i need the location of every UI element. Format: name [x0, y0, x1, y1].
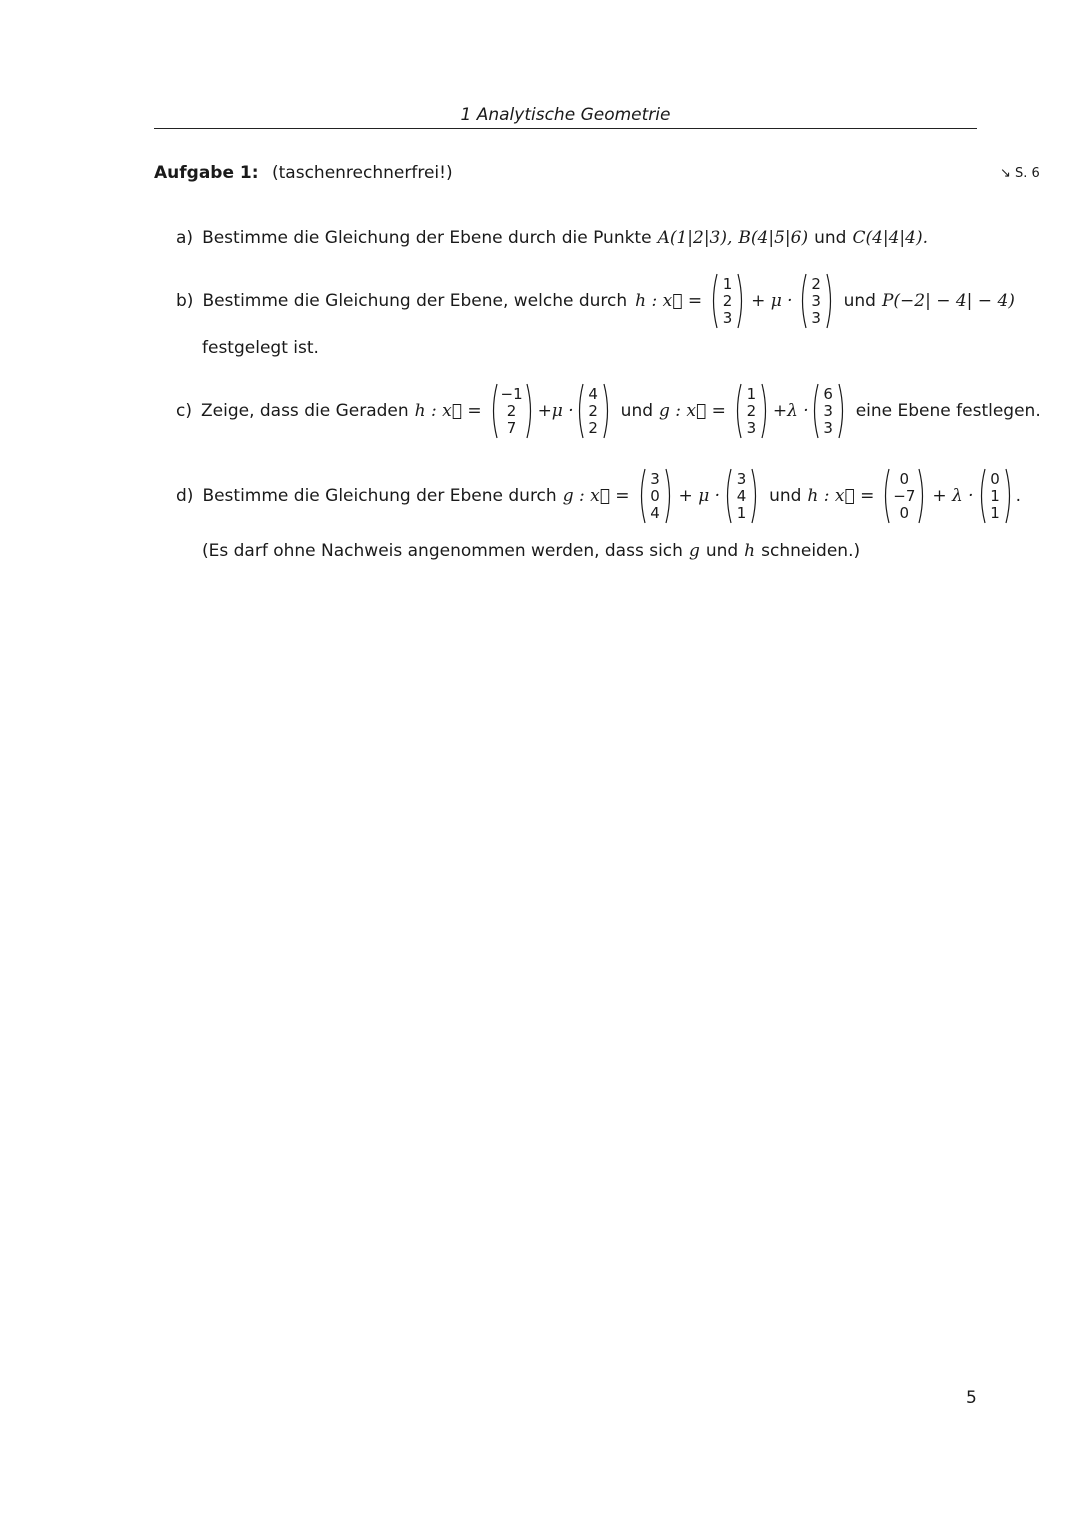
note-conjunction: und — [705, 541, 739, 561]
item-letter: c) — [176, 401, 192, 421]
chapter-title: 1 Analytische Geometrie — [460, 105, 671, 125]
item-d-note — [202, 541, 860, 561]
task-label: Aufgabe 1: — [154, 163, 259, 183]
vector-component: 3 — [736, 469, 747, 488]
vector-h-support — [882, 468, 926, 524]
line-g-label: g : x⃗ = — [659, 401, 726, 421]
vector-component: 3 — [722, 308, 733, 327]
left-paren — [641, 469, 645, 523]
left-paren — [886, 469, 890, 523]
note-g: g — [688, 541, 700, 561]
conjunction: und — [843, 291, 876, 311]
conjunction: und — [620, 401, 654, 421]
vector-component: 2 — [588, 418, 598, 437]
vector-component: 0 — [990, 469, 1000, 488]
right-paren — [752, 469, 756, 523]
vector-component: 3 — [811, 308, 821, 327]
vector-component: 4 — [588, 384, 598, 403]
vector-component: 4 — [736, 486, 747, 505]
vector-component: 3 — [811, 291, 821, 310]
item-d — [176, 464, 1021, 528]
plus-mu: +μ · — [537, 401, 574, 421]
item-text: Bestimme die Gleichung der Ebene durch — [202, 486, 557, 506]
vector-component: 3 — [650, 469, 660, 488]
right-paren — [666, 469, 670, 523]
note-h: h — [744, 541, 756, 561]
point-c: C(4|4|4). — [852, 228, 929, 248]
point-p: P(−2| − 4| − 4) — [881, 291, 1015, 311]
vector-component: 1 — [736, 503, 747, 522]
left-paren — [579, 384, 583, 438]
point-a: A(1|2|3), — [657, 228, 733, 248]
right-paren — [839, 384, 843, 438]
line-g-label: g : x⃗ = — [562, 486, 630, 506]
vector-component: 1 — [746, 384, 757, 403]
conjunction: und — [814, 228, 847, 248]
line-h-label: h : x⃗ = — [635, 291, 703, 311]
item-text: Bestimme die Gleichung der Ebene, welche durch — [202, 291, 628, 311]
left-paren — [493, 384, 497, 438]
vector-component: 1 — [722, 274, 733, 293]
vector-g-direction — [724, 468, 759, 524]
item-text: festgelegt ist. — [202, 338, 319, 358]
left-paren — [802, 274, 806, 328]
right-paren — [762, 384, 766, 438]
note-text: (Es darf ohne Nachweis angenommen werden, dass sich — [202, 541, 683, 561]
vector-component: −7 — [893, 486, 916, 505]
line-h-label: h : x⃗ = — [807, 486, 875, 506]
item-a — [176, 228, 928, 248]
vector-component: 0 — [650, 486, 660, 505]
vector-component: 4 — [650, 503, 660, 522]
plus-lambda: +λ · — [772, 401, 809, 421]
page-number: 5 — [966, 1388, 977, 1408]
item-c — [176, 379, 1041, 443]
vector-component: 3 — [746, 418, 757, 437]
conjunction: und — [769, 486, 802, 506]
vector-component: 2 — [746, 401, 757, 420]
item-b — [176, 269, 1015, 333]
vector-component: 2 — [588, 401, 598, 420]
right-paren — [738, 274, 742, 328]
plus-mu: + μ · — [751, 291, 793, 311]
vector-g-direction — [811, 383, 846, 439]
header-rule — [154, 128, 977, 129]
vector-g-support — [638, 468, 673, 524]
note-text-end: schneiden.) — [761, 541, 861, 561]
vector-component: 1 — [990, 486, 1000, 505]
vector-component: 1 — [990, 503, 1000, 522]
page-reference: ↘ S. 6 — [1000, 166, 1040, 181]
vector-component: 2 — [506, 401, 517, 420]
item-letter: d) — [176, 486, 194, 506]
plus-lambda: + λ · — [932, 486, 974, 506]
right-paren — [604, 384, 608, 438]
item-text: Zeige, dass die Geraden — [200, 401, 409, 421]
item-text: Bestimme die Gleichung der Ebene durch die Punkte — [202, 228, 652, 248]
plus-mu: + μ · — [678, 486, 721, 506]
vector-component: 3 — [823, 418, 833, 437]
right-paren — [1006, 469, 1010, 523]
vector-component: 3 — [823, 401, 833, 420]
right-paren — [527, 384, 531, 438]
left-paren — [714, 274, 718, 328]
vector-component: 0 — [899, 503, 910, 522]
item-tail: . — [1015, 486, 1021, 506]
item-tail: eine Ebene festlegen. — [855, 401, 1041, 421]
left-paren — [737, 384, 741, 438]
vector-component: −1 — [500, 384, 523, 403]
vector-component: 2 — [722, 291, 733, 310]
vector-component: 0 — [899, 469, 910, 488]
task-note: (taschenrechnerfrei!) — [272, 163, 453, 183]
vector-h-support — [490, 383, 534, 439]
vector-component: 2 — [811, 274, 821, 293]
point-b: B(4|5|6) — [738, 228, 809, 248]
left-paren — [728, 469, 732, 523]
vector-support — [710, 273, 745, 329]
vector-g-support — [734, 383, 769, 439]
vector-component: 7 — [506, 418, 517, 437]
vector-h-direction — [576, 383, 611, 439]
item-b-continuation — [202, 338, 319, 358]
vector-component: 6 — [823, 384, 833, 403]
item-letter: a) — [176, 228, 194, 248]
left-paren — [814, 384, 818, 438]
item-letter: b) — [176, 291, 194, 311]
right-paren — [919, 469, 923, 523]
vector-h-direction — [978, 468, 1013, 524]
left-paren — [981, 469, 985, 523]
line-h-label: h : x⃗ = — [414, 401, 482, 421]
right-paren — [827, 274, 831, 328]
vector-direction — [799, 273, 834, 329]
